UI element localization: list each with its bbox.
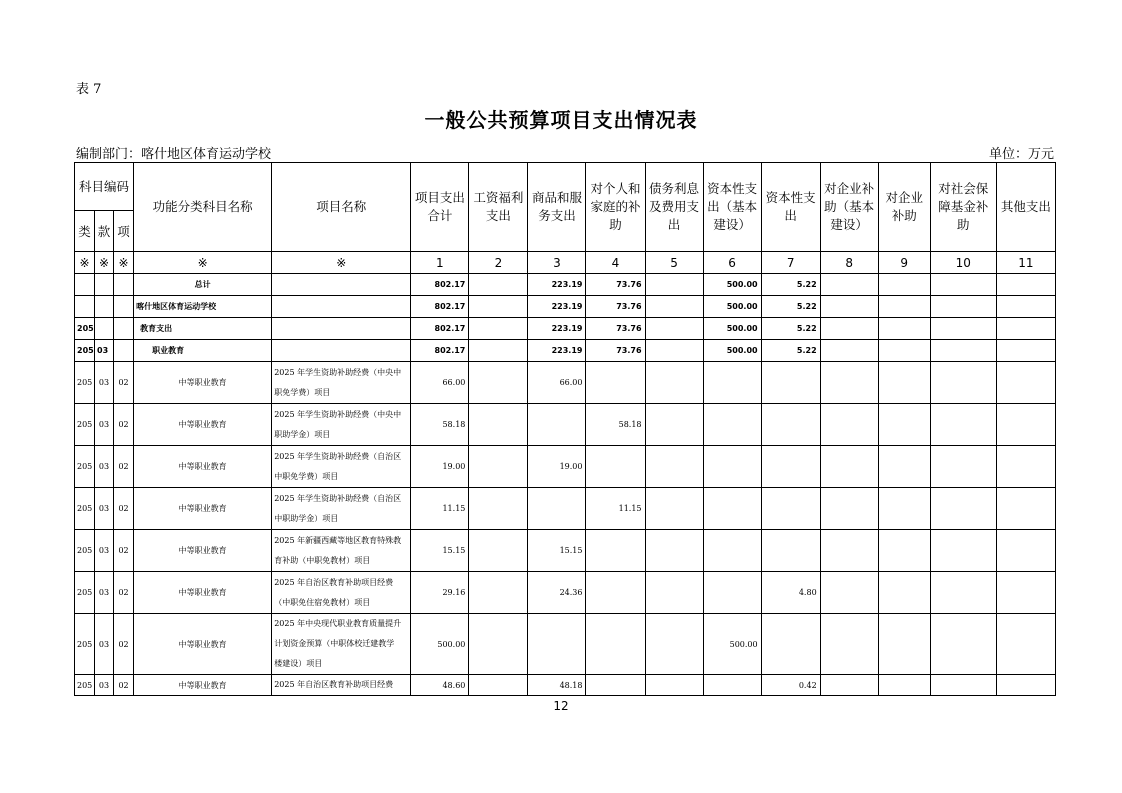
detail-row	[75, 446, 1056, 488]
value-cell	[878, 488, 930, 530]
value-cell	[586, 614, 645, 675]
header-project-name: 项目名称	[272, 163, 411, 252]
value-cell	[820, 296, 878, 318]
page-title: 一般公共预算项目支出情况表	[424, 108, 698, 132]
value-cell	[930, 274, 996, 296]
value-cell: 802.17	[411, 296, 469, 318]
value-cell	[878, 318, 930, 340]
value-cell	[996, 274, 1055, 296]
func-name: 职业教育	[134, 340, 272, 362]
value-cell	[645, 530, 703, 572]
value-cell	[586, 675, 645, 696]
index-cell: 6	[703, 252, 761, 274]
func-name: 中等职业教育	[134, 530, 272, 572]
value-cell	[820, 675, 878, 696]
code-kuan: 03	[95, 404, 114, 446]
code-kuan: 03	[95, 614, 114, 675]
value-cell	[930, 572, 996, 614]
value-cell	[645, 446, 703, 488]
code-lei: 205	[75, 572, 95, 614]
func-name: 中等职业教育	[134, 614, 272, 675]
project-name	[272, 572, 411, 614]
code-lei: 205	[75, 362, 95, 404]
func-name: 喀什地区体育运动学校	[134, 296, 272, 318]
value-cell: 500.00	[703, 614, 761, 675]
index-cell: ※	[75, 252, 95, 274]
code-xiang	[114, 340, 134, 362]
value-cell	[703, 362, 761, 404]
value-cell	[703, 488, 761, 530]
value-cell	[645, 614, 703, 675]
value-cell	[820, 362, 878, 404]
summary-row	[75, 318, 1056, 340]
value-cell	[645, 362, 703, 404]
project-line: 楼建设）项目	[274, 659, 323, 668]
header-col11: 其他支出	[996, 163, 1055, 252]
value-cell	[996, 675, 1055, 696]
value-cell	[996, 446, 1055, 488]
value-cell: 500.00	[703, 296, 761, 318]
value-cell: 24.36	[528, 572, 586, 614]
value-cell: 29.16	[411, 572, 469, 614]
detail-row	[75, 675, 1056, 696]
value-cell	[930, 340, 996, 362]
value-cell	[469, 362, 528, 404]
value-cell: 11.15	[586, 488, 645, 530]
summary-row	[75, 274, 1056, 296]
value-cell	[761, 446, 820, 488]
value-cell: 802.17	[411, 340, 469, 362]
code-xiang: 02	[114, 675, 134, 696]
value-cell	[469, 446, 528, 488]
value-cell	[996, 296, 1055, 318]
value-cell: 5.22	[761, 340, 820, 362]
value-cell	[878, 530, 930, 572]
value-cell	[878, 340, 930, 362]
func-name: 中等职业教育	[134, 488, 272, 530]
header-col2: 工资福利支出	[469, 163, 528, 252]
value-cell	[878, 614, 930, 675]
value-cell: 500.00	[703, 340, 761, 362]
value-cell	[878, 446, 930, 488]
index-cell: 7	[761, 252, 820, 274]
index-cell: 9	[878, 252, 930, 274]
index-row	[75, 252, 1056, 274]
detail-row	[75, 614, 1056, 675]
code-xiang: 02	[114, 572, 134, 614]
header-col1: 项目支出合计	[411, 163, 469, 252]
page-number: 12	[553, 699, 569, 713]
header-col3: 商品和服务支出	[528, 163, 586, 252]
project-line: 计划资金预算（中职体校迁建教学	[274, 639, 395, 648]
index-cell: 5	[645, 252, 703, 274]
code-xiang: 02	[114, 614, 134, 675]
value-cell: 58.18	[411, 404, 469, 446]
value-cell	[820, 446, 878, 488]
value-cell	[930, 488, 996, 530]
header-xiang: 项	[114, 211, 134, 252]
value-cell	[586, 362, 645, 404]
project-line: 2025 年学生资助补助经费（自治区	[274, 451, 402, 461]
value-cell	[996, 340, 1055, 362]
value-cell	[469, 404, 528, 446]
project-name	[272, 340, 411, 362]
project-name	[272, 296, 411, 318]
code-lei: 205	[75, 446, 95, 488]
value-cell	[645, 296, 703, 318]
func-name: 中等职业教育	[134, 572, 272, 614]
detail-row	[75, 404, 1056, 446]
value-cell	[469, 614, 528, 675]
header-func-name: 功能分类科目名称	[134, 163, 272, 252]
header-col5: 债务利息及费用支出	[645, 163, 703, 252]
value-cell	[878, 274, 930, 296]
value-cell: 48.60	[411, 675, 469, 696]
value-cell: 802.17	[411, 318, 469, 340]
value-cell	[996, 488, 1055, 530]
value-cell	[645, 274, 703, 296]
project-line: 2025 年学生资助补助经费（自治区	[274, 493, 402, 503]
value-cell	[761, 488, 820, 530]
value-cell	[703, 572, 761, 614]
value-cell: 73.76	[586, 340, 645, 362]
summary-row	[75, 296, 1056, 318]
code-lei: 205	[75, 318, 95, 340]
value-cell	[878, 296, 930, 318]
value-cell	[878, 675, 930, 696]
project-line: 育补助（中职免教材）项目	[274, 555, 371, 565]
budget-table	[74, 162, 1056, 696]
value-cell: 19.00	[528, 446, 586, 488]
code-kuan: 03	[95, 340, 114, 362]
index-cell: ※	[134, 252, 272, 274]
value-cell	[820, 318, 878, 340]
value-cell	[878, 572, 930, 614]
code-lei	[75, 274, 95, 296]
value-cell: 19.00	[411, 446, 469, 488]
value-cell: 66.00	[528, 362, 586, 404]
code-kuan	[95, 296, 114, 318]
code-kuan: 03	[95, 488, 114, 530]
detail-row	[75, 530, 1056, 572]
detail-row	[75, 488, 1056, 530]
func-name: 中等职业教育	[134, 362, 272, 404]
value-cell	[930, 296, 996, 318]
value-cell	[996, 530, 1055, 572]
code-lei: 205	[75, 530, 95, 572]
value-cell	[703, 675, 761, 696]
value-cell	[930, 404, 996, 446]
code-lei: 205	[75, 488, 95, 530]
value-cell	[703, 446, 761, 488]
code-kuan	[95, 274, 114, 296]
value-cell	[996, 572, 1055, 614]
code-kuan	[95, 318, 114, 340]
value-cell	[761, 362, 820, 404]
value-cell	[820, 404, 878, 446]
value-cell: 4.80	[761, 572, 820, 614]
value-cell	[820, 572, 878, 614]
value-cell	[761, 530, 820, 572]
index-cell: 3	[528, 252, 586, 274]
value-cell	[930, 614, 996, 675]
value-cell	[878, 404, 930, 446]
func-name: 中等职业教育	[134, 675, 272, 696]
project-line: 中职免学费）项目	[274, 471, 339, 481]
value-cell: 66.00	[411, 362, 469, 404]
value-cell: 48.18	[528, 675, 586, 696]
func-name: 中等职业教育	[134, 446, 272, 488]
code-kuan: 03	[95, 675, 114, 696]
code-kuan: 03	[95, 446, 114, 488]
project-name	[272, 488, 411, 530]
code-lei: 205	[75, 675, 95, 696]
value-cell	[528, 404, 586, 446]
index-cell: ※	[272, 252, 411, 274]
value-cell	[820, 488, 878, 530]
code-kuan: 03	[95, 362, 114, 404]
value-cell	[645, 488, 703, 530]
project-name	[272, 274, 411, 296]
value-cell	[996, 318, 1055, 340]
table-label: 表 7	[76, 82, 102, 97]
value-cell	[528, 488, 586, 530]
value-cell: 11.15	[411, 488, 469, 530]
value-cell	[586, 446, 645, 488]
index-cell: 1	[411, 252, 469, 274]
header-col8: 对企业补助（基本建设）	[820, 163, 878, 252]
value-cell	[930, 530, 996, 572]
value-cell	[761, 614, 820, 675]
value-cell	[645, 318, 703, 340]
code-xiang: 02	[114, 488, 134, 530]
value-cell	[469, 488, 528, 530]
code-lei: 205	[75, 614, 95, 675]
value-cell	[469, 274, 528, 296]
index-cell: ※	[114, 252, 134, 274]
index-cell: 11	[996, 252, 1055, 274]
code-xiang: 02	[114, 446, 134, 488]
value-cell	[996, 362, 1055, 404]
value-cell	[469, 572, 528, 614]
header-col6: 资本性支出（基本建设）	[703, 163, 761, 252]
value-cell	[528, 614, 586, 675]
value-cell	[645, 675, 703, 696]
value-cell: 5.22	[761, 296, 820, 318]
value-cell	[878, 362, 930, 404]
value-cell: 500.00	[703, 274, 761, 296]
project-name	[272, 362, 411, 404]
value-cell	[586, 530, 645, 572]
value-cell	[820, 274, 878, 296]
value-cell: 73.76	[586, 274, 645, 296]
project-line: 2025 年自治区教育补助项目经费	[274, 680, 394, 689]
project-line: 中职助学金）项目	[274, 513, 339, 523]
code-xiang: 02	[114, 404, 134, 446]
value-cell	[996, 614, 1055, 675]
value-cell	[930, 362, 996, 404]
code-kuan: 03	[95, 530, 114, 572]
project-line: （中职免住宿免教材）项目	[274, 597, 371, 607]
value-cell: 15.15	[411, 530, 469, 572]
header-col10: 对社会保障基金补助	[930, 163, 996, 252]
value-cell: 58.18	[586, 404, 645, 446]
value-cell	[645, 404, 703, 446]
code-lei: 205	[75, 404, 95, 446]
func-name: 总计	[134, 274, 272, 296]
value-cell	[469, 530, 528, 572]
value-cell: 223.19	[528, 318, 586, 340]
value-cell	[469, 318, 528, 340]
unit-label: 单位：万元	[988, 147, 1054, 162]
value-cell: 5.22	[761, 274, 820, 296]
func-name: 教育支出	[134, 318, 272, 340]
value-cell	[586, 572, 645, 614]
index-cell: 8	[820, 252, 878, 274]
project-line: 2025 年自治区教育补助项目经费	[274, 577, 394, 587]
code-xiang	[114, 296, 134, 318]
code-lei: 205	[75, 340, 95, 362]
value-cell: 5.22	[761, 318, 820, 340]
project-name	[272, 614, 411, 675]
value-cell	[820, 614, 878, 675]
value-cell	[930, 318, 996, 340]
project-name	[272, 318, 411, 340]
project-name	[272, 446, 411, 488]
project-line: 职助学金）项目	[274, 429, 331, 439]
project-line: 2025 年新疆西藏等地区教育特殊教	[274, 535, 402, 545]
value-cell	[469, 296, 528, 318]
code-xiang	[114, 318, 134, 340]
value-cell: 223.19	[528, 296, 586, 318]
index-cell: ※	[95, 252, 114, 274]
header-col7: 资本性支出	[761, 163, 820, 252]
value-cell: 0.42	[761, 675, 820, 696]
index-cell: 4	[586, 252, 645, 274]
value-cell	[820, 530, 878, 572]
code-kuan: 03	[95, 572, 114, 614]
value-cell	[930, 446, 996, 488]
value-cell	[469, 340, 528, 362]
value-cell	[645, 572, 703, 614]
index-cell: 2	[469, 252, 528, 274]
project-name	[272, 530, 411, 572]
header-lei: 类	[75, 211, 95, 252]
value-cell	[996, 404, 1055, 446]
value-cell	[820, 340, 878, 362]
project-name	[272, 404, 411, 446]
value-cell: 73.76	[586, 296, 645, 318]
func-name: 中等职业教育	[134, 404, 272, 446]
value-cell: 223.19	[528, 340, 586, 362]
value-cell: 802.17	[411, 274, 469, 296]
header-col9: 对企业补助	[878, 163, 930, 252]
value-cell	[761, 404, 820, 446]
value-cell: 500.00	[411, 614, 469, 675]
value-cell	[469, 675, 528, 696]
value-cell: 73.76	[586, 318, 645, 340]
index-cell: 10	[930, 252, 996, 274]
header-subject-code: 科目编码	[75, 163, 134, 211]
department-label: 编制部门：喀什地区体育运动学校	[76, 147, 272, 162]
code-lei	[75, 296, 95, 318]
summary-row	[75, 340, 1056, 362]
value-cell	[930, 675, 996, 696]
value-cell: 500.00	[703, 318, 761, 340]
value-cell	[703, 530, 761, 572]
project-line: 职免学费）项目	[274, 387, 331, 397]
header-kuan: 款	[95, 211, 114, 252]
project-line: 2025 年学生资助补助经费（中央中	[274, 367, 402, 377]
value-cell	[703, 404, 761, 446]
header-col4: 对个人和家庭的补助	[586, 163, 645, 252]
code-xiang	[114, 274, 134, 296]
project-line: 2025 年学生资助补助经费（中央中	[274, 409, 402, 419]
code-xiang: 02	[114, 362, 134, 404]
value-cell	[645, 340, 703, 362]
project-name	[272, 675, 411, 696]
value-cell: 223.19	[528, 274, 586, 296]
detail-row	[75, 362, 1056, 404]
detail-row	[75, 572, 1056, 614]
project-line: 2025 年中央现代职业教育质量提升	[274, 619, 402, 628]
value-cell: 15.15	[528, 530, 586, 572]
code-xiang: 02	[114, 530, 134, 572]
